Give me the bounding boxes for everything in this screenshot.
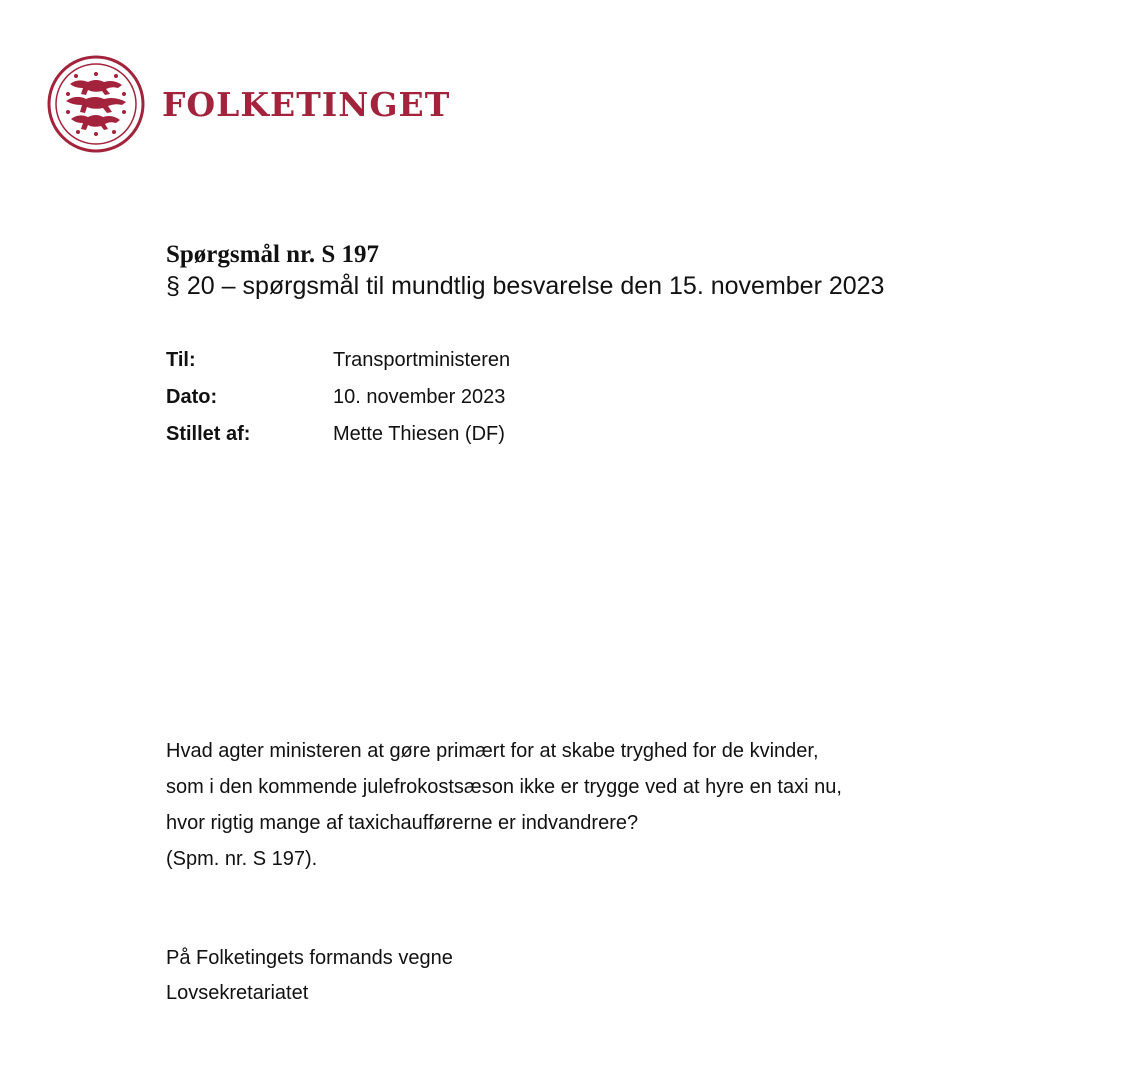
meta-label: Stillet af: <box>166 423 251 445</box>
meta-value: Transportministeren <box>333 349 511 371</box>
signature-department: Lovsekretariatet <box>166 982 309 1004</box>
signature-block <box>166 941 453 1011</box>
document-title: Spørgsmål nr. S 197 <box>166 241 380 268</box>
document-heading <box>166 240 884 302</box>
question-reference: (Spm. nr. S 197). <box>166 848 318 870</box>
question-line: som i den kommende julefrokostsæson ikke er trygge ved at hyre en taxi nu, <box>166 776 842 798</box>
question-text <box>166 733 842 877</box>
meta-value: 10. november 2023 <box>333 386 506 408</box>
meta-row-author <box>166 416 510 453</box>
metadata-table <box>166 342 510 453</box>
meta-row-recipient <box>166 342 510 379</box>
meta-label: Til: <box>166 349 196 371</box>
signature-line: På Folketingets formands vegne <box>166 947 453 969</box>
meta-value: Mette Thiesen (DF) <box>333 423 505 445</box>
document-subtitle: § 20 – spørgsmål til mundtlig besvarelse den 15. november 2023 <box>166 272 885 300</box>
meta-label: Dato: <box>166 386 218 408</box>
question-line: Hvad agter ministeren at gøre primært for at skabe tryghed for de kvinder, <box>166 740 819 762</box>
meta-row-date <box>166 379 510 416</box>
folketinget-seal-icon <box>46 54 146 154</box>
letterhead <box>46 54 450 154</box>
question-line: hvor rigtig mange af taxichaufførerne er indvandrere? <box>166 812 639 834</box>
brand-name: FOLKETINGET <box>162 84 451 124</box>
